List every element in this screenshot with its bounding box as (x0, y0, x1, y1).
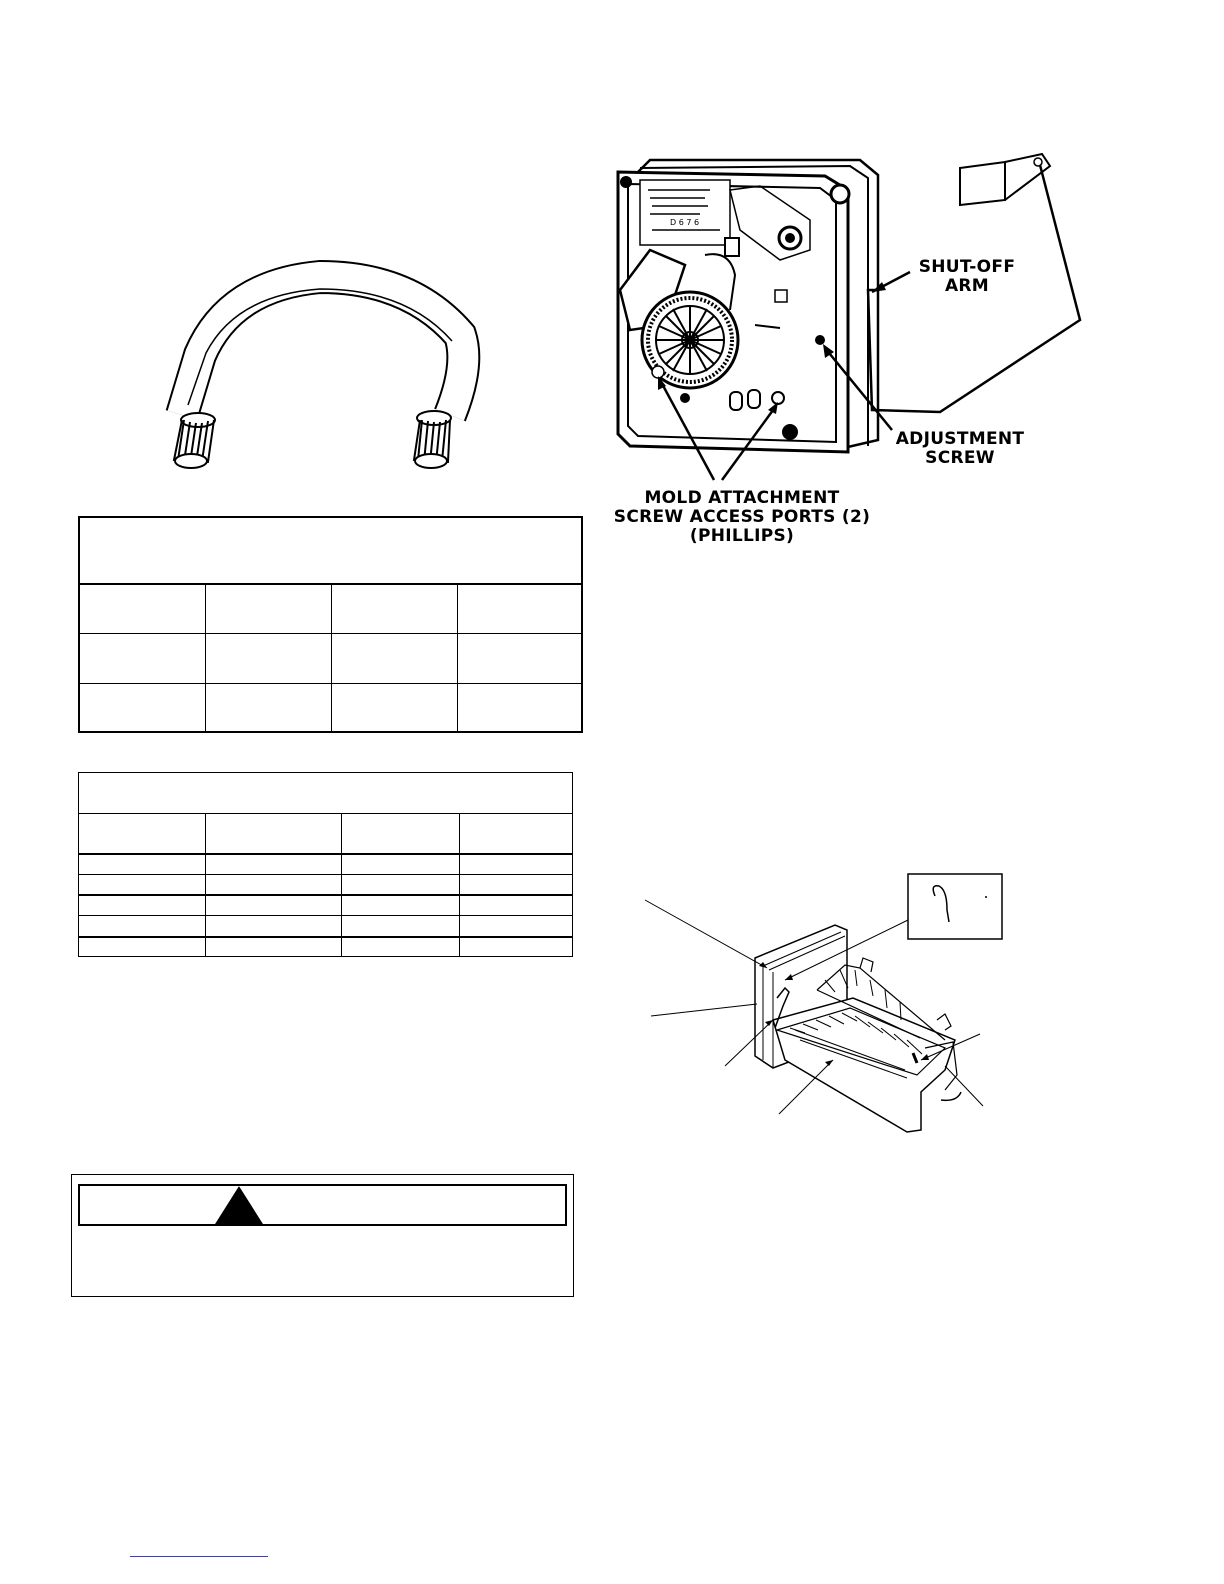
label-plate-text: D 6 7 6 (670, 218, 700, 227)
mold-attachment-callout (606, 489, 878, 546)
shutoff-arm-callout-line2: ARM (944, 276, 990, 296)
mold-attachment-callout-line1: MOLD ATTACHMENT (644, 488, 840, 508)
shutoff-arm-callout-line1: SHUT-OFF (918, 257, 1016, 277)
table-2-column-divider (341, 813, 342, 956)
adjustment-screw-callout-line2: SCREW (925, 448, 995, 468)
mold-attachment-callout-line3: (PHILLIPS) (689, 526, 795, 546)
table-2-row-divider (79, 874, 572, 875)
table-1-column-divider (457, 583, 458, 731)
table-2-row-divider (79, 936, 572, 938)
table-2-row-divider (79, 853, 572, 855)
ice-maker-control-head-illustration (610, 150, 1080, 460)
table-2-column-divider (459, 813, 460, 956)
table-1-column-divider (205, 583, 206, 731)
footer-link[interactable] (130, 1556, 268, 1557)
wire-jumper-illustration (160, 255, 490, 480)
table-2-column-divider (205, 813, 206, 956)
table-2-header-divider (79, 813, 572, 814)
warning-triangle-icon (214, 1186, 264, 1226)
adjustment-screw-callout (888, 430, 1032, 468)
warning-box (71, 1174, 574, 1297)
table-1 (78, 516, 583, 733)
warning-heading-bar (78, 1184, 567, 1226)
adjustment-screw-callout-line1: ADJUSTMENT (895, 429, 1025, 449)
table-2-row-divider (79, 894, 572, 896)
table-1-column-divider (331, 583, 332, 731)
ice-maker-assembly-illustration (645, 870, 995, 1135)
table-2 (78, 772, 573, 957)
table-2-row-divider (79, 915, 572, 916)
mold-attachment-callout-line2: SCREW ACCESS PORTS (2) (613, 507, 871, 527)
shutoff-arm-callout (912, 258, 1022, 296)
